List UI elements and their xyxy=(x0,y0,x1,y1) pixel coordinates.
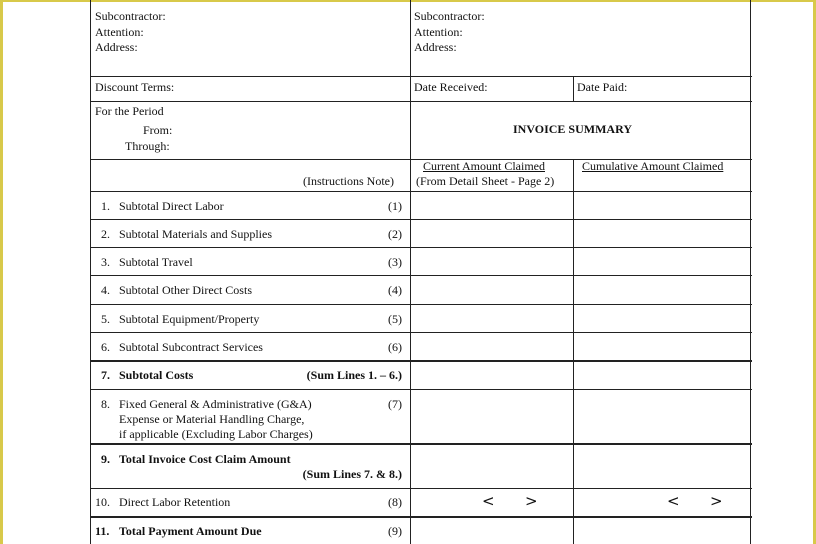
line-ref: (5) xyxy=(388,312,402,326)
line-number: 9. xyxy=(101,452,110,466)
line-ref: (2) xyxy=(388,227,402,241)
line-label: Fixed General & Administrative (G&A) xyxy=(119,397,312,411)
date-paid-label: Date Paid: xyxy=(577,80,628,94)
line-ref: (6) xyxy=(388,340,402,354)
line-number: 1. xyxy=(101,199,110,213)
line-label: Subtotal Other Direct Costs xyxy=(119,283,252,297)
address-label: Address: xyxy=(95,40,138,54)
date-divider xyxy=(573,76,574,101)
line-ref: (3) xyxy=(388,255,402,269)
rule xyxy=(91,275,752,276)
rule xyxy=(91,443,752,445)
line-label: Subtotal Direct Labor xyxy=(119,199,224,213)
rule xyxy=(91,76,752,77)
line-label: Subtotal Costs xyxy=(119,368,194,382)
line-label: if applicable (Excluding Labor Charges) xyxy=(119,427,313,441)
subcontractor-label: Subcontractor: xyxy=(95,9,166,23)
line-label: Subtotal Equipment/Property xyxy=(119,312,260,326)
line-number: 6. xyxy=(101,340,110,354)
line-number: 5. xyxy=(101,312,110,326)
rule xyxy=(91,304,752,305)
line-label: Total Invoice Cost Claim Amount xyxy=(119,452,291,466)
invoice-summary-form xyxy=(90,0,751,544)
line-number: 3. xyxy=(101,255,110,269)
line-number: 2. xyxy=(101,227,110,241)
summary-title: INVOICE SUMMARY xyxy=(513,122,633,136)
from-label: From: xyxy=(143,123,173,137)
greater-than-marker: > xyxy=(710,492,723,510)
address-label: Address: xyxy=(414,40,457,54)
rule xyxy=(91,488,752,489)
column-divider xyxy=(573,159,574,544)
attention-label: Attention: xyxy=(95,25,144,39)
line-ref: (1) xyxy=(388,199,402,213)
line-ref: (Sum Lines 1. – 6.) xyxy=(306,368,402,382)
line-ref: (4) xyxy=(388,283,402,297)
line-ref: (7) xyxy=(388,397,402,411)
subcontractor-label: Subcontractor: xyxy=(414,9,485,23)
discount-terms-label: Discount Terms: xyxy=(95,80,175,94)
rule xyxy=(91,247,752,248)
line-label: Expense or Material Handling Charge, xyxy=(119,412,305,426)
rule xyxy=(91,360,752,362)
instructions-note-header: (Instructions Note) xyxy=(303,174,394,188)
rule xyxy=(91,332,752,333)
line-number: 4. xyxy=(101,283,110,297)
rule xyxy=(91,101,752,102)
current-amount-subheader: (From Detail Sheet - Page 2) xyxy=(416,174,555,188)
greater-than-marker: > xyxy=(525,492,538,510)
line-label: Subtotal Materials and Supplies xyxy=(119,227,272,241)
rule xyxy=(91,389,752,390)
line-number: 7. xyxy=(101,368,110,382)
less-than-marker: < xyxy=(482,492,495,510)
cumulative-amount-header: Cumulative Amount Claimed xyxy=(582,159,724,173)
line-number: 10. xyxy=(95,495,110,509)
attention-label: Attention: xyxy=(414,25,463,39)
center-divider xyxy=(410,0,411,544)
line-label: Direct Labor Retention xyxy=(119,495,231,509)
line-ref: (Sum Lines 7. & 8.) xyxy=(302,467,402,481)
line-label: Subtotal Subcontract Services xyxy=(119,340,263,354)
through-label: Through: xyxy=(125,139,170,153)
current-amount-header: Current Amount Claimed xyxy=(423,159,545,173)
line-label: Total Payment Amount Due xyxy=(119,524,262,538)
line-ref: (8) xyxy=(388,495,402,509)
period-label: For the Period xyxy=(95,104,164,118)
less-than-marker: < xyxy=(667,492,680,510)
line-number: 11. xyxy=(95,524,110,538)
rule xyxy=(91,219,752,220)
date-received-label: Date Received: xyxy=(414,80,488,94)
line-ref: (9) xyxy=(388,524,402,538)
line-number: 8. xyxy=(101,397,110,411)
rule xyxy=(91,516,752,518)
line-label: Subtotal Travel xyxy=(119,255,193,269)
rule xyxy=(91,191,752,192)
